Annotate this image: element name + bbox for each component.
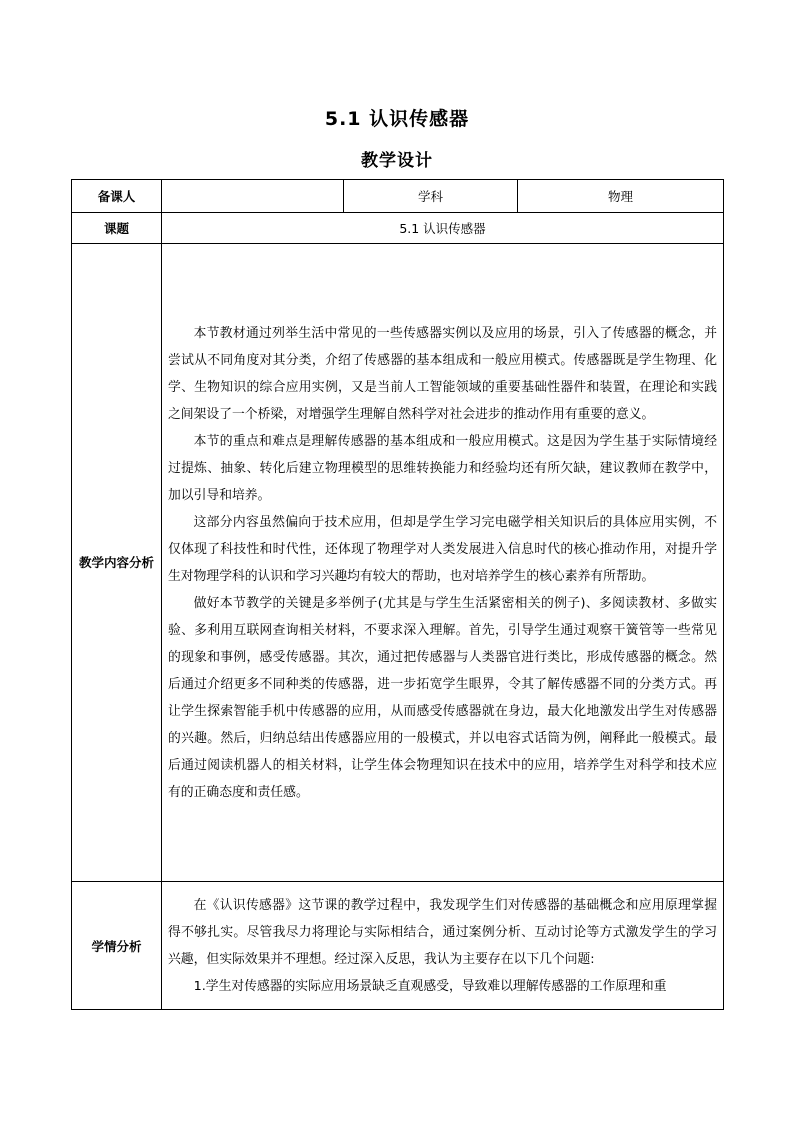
table-row-topic (72, 213, 724, 244)
subject-label: 学科 (344, 180, 518, 213)
content-analysis-body (162, 244, 724, 882)
table-row-preparer (72, 180, 724, 213)
topic-value: 5.1 认识传感器 (162, 213, 724, 244)
student-paragraph: 在《认识传感器》这节课的教学过程中，我发现学生们对传感器的基础概念和应用原理掌握得不够扎实。尽管我尽力将理论与实际相结合，通过案例分析、互动讨论等方式激发学生的学习兴趣，但实际效果并不理想。经过深入反思，我认为主要存在以下几个问题: (168, 897, 717, 967)
preparer-value (162, 180, 344, 213)
subject-value: 物理 (518, 180, 724, 213)
document-title: 5.1 认识传感器 (324, 108, 470, 130)
document-subtitle: 教学设计 (361, 151, 433, 171)
lesson-plan-table (71, 179, 724, 1010)
content-paragraph: 本节教材通过列举生活中常见的一些传感器实例以及应用的场景，引入了传感器的概念，并尝试从不同角度对其分类，介绍了传感器的基本组成和一般应用模式。传感器既是学生物理、化学、生物知识的综合应用实例，又是当前人工智能领域的重要基础性器件和装置，在理论和实践之间架设了一个桥梁，对增强学生理解自然科学对社会进步的推动作用有重要的意义。 (168, 325, 717, 422)
student-paragraph: 1.学生对传感器的实际应用场景缺乏直观感受，导致难以理解传感器的工作原理和重 (193, 978, 667, 994)
table-row-content-analysis (72, 244, 724, 882)
table-row-student-analysis (72, 882, 724, 1010)
content-paragraph: 这部分内容虽然偏向于技术应用，但却是学生学习完电磁学相关知识后的具体应用实例，不仅体现了科技性和时代性，还体现了物理学对人类发展进入信息时代的核心推动作用，对提升学生对物理学科的认识和学习兴趣均有较大的帮助，也对培养学生的核心素养有所帮助。 (168, 514, 717, 584)
preparer-label: 备课人 (72, 180, 162, 213)
topic-label: 课题 (72, 213, 162, 244)
content-analysis-label: 教学内容分析 (72, 244, 162, 882)
student-analysis-label: 学情分析 (72, 882, 162, 1010)
student-analysis-body (162, 882, 724, 1010)
content-paragraph: 做好本节教学的关键是多举例子(尤其是与学生生活紧密相关的例子)、多阅读教材、多做实验、多利用互联网查询相关材料，不要求深入理解。首先，引导学生通过观察干簧管等一些常见的现象和事例，感受传感器。其次，通过把传感器与人类器官进行类比，形成传感器的概念。然后通过介绍更多不同种类的传感器，进一步拓宽学生眼界，令其了解传感器不同的分类方式。再让学生探索智能手机中传感器的应用，从而感受传感器就在身边，最大化地激发出学生对传感器的兴趣。然后，归纳总结出传感器应用的一般模式，并以电容式话筒为例，阐释此一般模式。最后通过阅读机器人的相关材料，让学生体会物理知识在技术中的应用，培养学生对科学和技术应有的正确态度和责任感。 (168, 595, 717, 800)
content-paragraph: 本节的重点和难点是理解传感器的基本组成和一般应用模式。这是因为学生基于实际情境经过提炼、抽象、转化后建立物理模型的思维转换能力和经验均还有所欠缺，建议教师在教学中，加以引导和培养。 (168, 433, 717, 503)
